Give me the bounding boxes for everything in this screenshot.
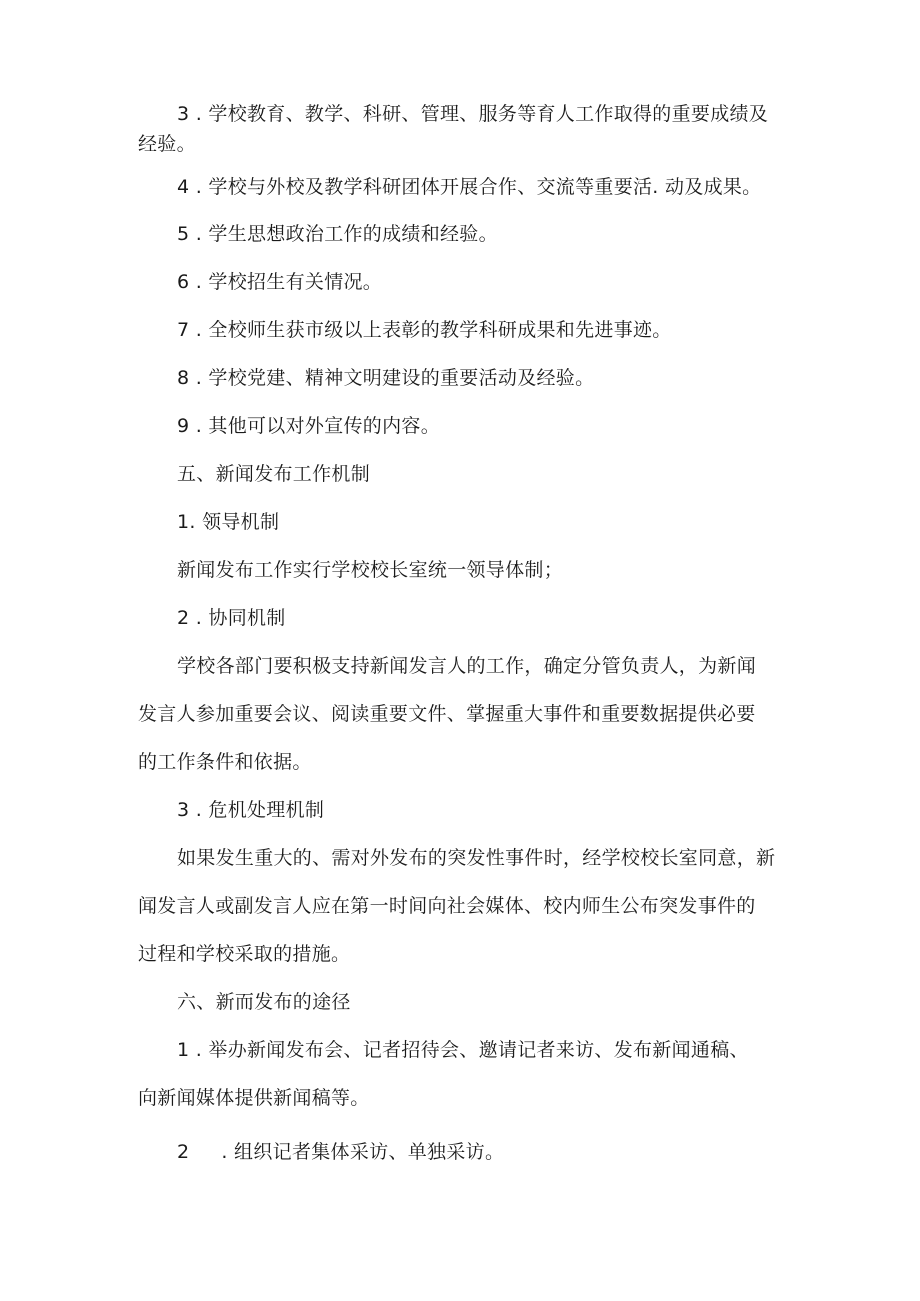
text-line: 过程和学校采取的措施。 xyxy=(138,943,351,965)
text-line: 6 . 学校招生有关情况。 xyxy=(177,271,383,293)
text-line: 如果发生重大的、需对外发布的突发性事件时，经学校校长室同意，新 xyxy=(177,847,776,869)
section-heading: 六、新而发布的途径 xyxy=(177,991,351,1013)
section-heading: 五、新闻发布工作机制 xyxy=(177,463,371,485)
text-line: 1 . 举办新闻发布会、记者招待会、邀请记者来访、发布新闻通稿、 xyxy=(177,1039,749,1061)
text-line: 向新闻媒体提供新闻稿等。 xyxy=(138,1087,370,1109)
text-line: 发言人参加重要会议、阅读重要文件、掌握重大事件和重要数据提供必要 xyxy=(138,703,756,725)
subsection-heading: 3 . 危机处理机制 xyxy=(177,799,325,821)
text-line: 5 . 学生思想政治工作的成绩和经验。 xyxy=(177,223,498,245)
text-line: 经验。 xyxy=(138,133,196,155)
text-line: 7 . 全校师生获市级以上表彰的教学科研成果和先进事迹。 xyxy=(177,319,672,341)
text-line: 2 . 组织记者集体采访、单独采访。 xyxy=(177,1141,505,1163)
text-line: 的工作条件和依据。 xyxy=(138,751,312,773)
subsection-heading: 2 . 协同机制 xyxy=(177,607,286,629)
text-line: 闻发言人或副发言人应在第一时间向社会媒体、校内师生公布突发事件的 xyxy=(138,895,756,917)
text-line: 9 . 其他可以对外宣传的内容。 xyxy=(177,415,441,437)
subsection-heading: 1. 领导机制 xyxy=(177,511,280,533)
text-line: 学校各部门要积极支持新闻发言人的工作，确定分管负责人，为新闻 xyxy=(177,655,757,677)
text-line: 3 . 学校教育、教学、科研、管理、服务等育人工作取得的重要成绩及 xyxy=(177,103,769,125)
text-line: 新闻发布工作实行学校校长室统一领导体制； xyxy=(177,559,564,581)
text-line: 8 . 学校党建、精神文明建设的重要活动及经验。 xyxy=(177,367,595,389)
text-line: 4 . 学校与外校及教学科研团体开展合作、交流等重要活. 动及成果。 xyxy=(177,176,762,198)
